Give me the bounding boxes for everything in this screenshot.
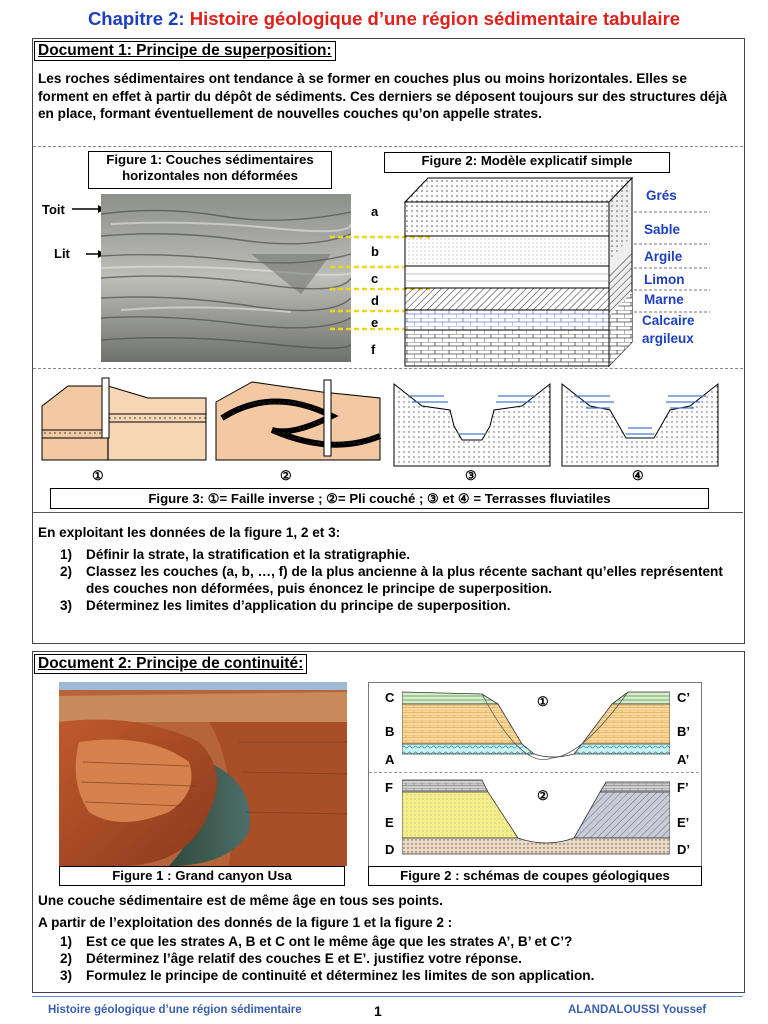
- rock-marne: Marne: [644, 292, 684, 307]
- doc2-fig2-caption: Figure 2 : schémas de coupes géologiques: [368, 866, 702, 886]
- section1-right-A: A’: [677, 752, 690, 767]
- section-1: [402, 690, 670, 768]
- question-text: Est ce que les strates A, B et C ont le même âge que les strates A’, B’ et C’?: [86, 934, 573, 949]
- rock-calcaire: Calcaire: [642, 313, 695, 328]
- section-2: [402, 778, 670, 860]
- fig1-caption-line1: Figure 1: Couches sédimentaires: [106, 152, 314, 167]
- question-item: [38, 563, 728, 597]
- fig3-number-4: ④: [632, 468, 644, 483]
- question-number: 3): [60, 598, 73, 613]
- question-item: [38, 597, 728, 614]
- section2-right-E: E’: [677, 815, 690, 830]
- layer-letter-a: a: [371, 204, 379, 219]
- block-model: [400, 174, 635, 368]
- question-number: 2): [60, 951, 73, 966]
- terrace-diagram-4: [560, 380, 720, 468]
- section2-left-E: E: [385, 815, 394, 830]
- section1-number: ①: [537, 694, 549, 709]
- doc1-heading: Document 1: Principe de superposition:: [34, 41, 336, 61]
- section1-right-C: C’: [677, 690, 690, 705]
- layer-letter-e: e: [371, 315, 379, 330]
- doc1-questions: [38, 546, 728, 614]
- lit-label: Lit: [54, 246, 70, 261]
- fig3-number-2: ②: [280, 468, 292, 483]
- divider: [33, 368, 743, 369]
- section1-right-B: B’: [677, 724, 690, 739]
- question-number: 2): [60, 564, 73, 579]
- divider: [369, 772, 699, 773]
- divider: [33, 146, 743, 147]
- doc1-intro: Les roches sédimentaires ont tendance à se former en couches plus ou moins horizontales. Elles se forment en effet à partir du dépôt de sédiments. Ces derniers se déposent toujours sur des structures déjà en place, formant éventuellement de nouvelles couches qu’on appelle strates.: [38, 71, 727, 121]
- question-number: 3): [60, 968, 73, 983]
- doc1-questions-intro: En exploitant les données de la figure 1, 2 et 3:: [38, 525, 341, 540]
- question-text: Classez les couches (a, b, …, f) de la plus ancienne à la plus récente sachant qu’elles représentent des couches non déformées, puis énoncez le principe de superposition.: [86, 564, 723, 596]
- footer-left: Histoire géologique d’une région sédimentaire: [48, 1004, 302, 1016]
- question-item: [38, 933, 738, 950]
- grand-canyon-photo: [59, 682, 347, 866]
- toit-label: Toit: [42, 202, 65, 217]
- question-text: Déterminez les limites d’application du principe de superposition.: [86, 598, 511, 613]
- fig2-caption: Figure 2: Modèle explicatif simple: [384, 152, 670, 173]
- question-text: Définir la strate, la stratification et la stratigraphie.: [86, 547, 411, 562]
- question-text: Déterminez l’âge relatif des couches E et E’. justifiez votre réponse.: [86, 951, 522, 966]
- doc2-questions-intro: A partir de l’exploitation des donnés de la figure 1 et la figure 2 :: [38, 915, 453, 930]
- layer-letter-c: c: [371, 271, 379, 286]
- layer-letter-f: f: [371, 342, 376, 357]
- section1-left-B: B: [385, 724, 395, 739]
- doc2-fig1-caption: Figure 1 : Grand canyon Usa: [59, 866, 345, 886]
- fig1-caption: [88, 151, 332, 189]
- strata-photo: [101, 194, 351, 362]
- fig3-number-1: ①: [92, 468, 104, 483]
- chapter-title: Histoire géologique d’une région sédimentaire tabulaire: [189, 8, 681, 29]
- rock-argileux: argileux: [642, 331, 694, 346]
- section2-right-D: D’: [677, 842, 690, 857]
- rock-argile: Argile: [644, 249, 683, 264]
- section2-number: ②: [537, 788, 549, 803]
- layer-letter-d: d: [371, 293, 379, 308]
- doc2-questions: [38, 933, 738, 984]
- question-number: 1): [60, 547, 73, 562]
- layer-letter-b: b: [371, 244, 379, 259]
- page-title: [0, 8, 768, 30]
- question-item: [38, 967, 738, 984]
- question-text: Formulez le principe de continuité et déterminez les limites de son application.: [86, 968, 595, 983]
- fig3-number-3: ③: [465, 468, 477, 483]
- doc2-heading: Document 2: Principe de continuité:: [34, 654, 307, 674]
- rock-gres: Grés: [646, 188, 677, 203]
- footer-right: ALANDALOUSSI Youssef: [568, 1004, 707, 1016]
- section1-left-C: C: [385, 690, 395, 705]
- terrace-diagram-3: [392, 380, 552, 468]
- section1-left-A: A: [385, 752, 395, 767]
- question-item: [38, 546, 728, 563]
- question-item: [38, 950, 738, 967]
- fig3-caption: Figure 3: ①= Faille inverse ; ②= Pli couché ; ③ et ④ = Terrasses fluviatiles: [50, 488, 709, 509]
- fig1-caption-line2: horizontales non déformées: [122, 168, 298, 183]
- question-number: 1): [60, 934, 73, 949]
- doc2-statement: Une couche sédimentaire est de même âge en tous ses points.: [38, 893, 443, 908]
- rock-sable: Sable: [644, 222, 681, 237]
- fold-diagram: [212, 376, 384, 466]
- section2-right-F: F’: [677, 780, 689, 795]
- divider: [33, 512, 743, 513]
- rock-limon: Limon: [644, 272, 685, 287]
- page-number: 1: [374, 1003, 382, 1019]
- fault-diagram: [38, 376, 210, 462]
- section2-left-F: F: [385, 780, 393, 795]
- chapter-label: Chapitre 2:: [87, 8, 185, 29]
- footer-rule: [32, 996, 743, 997]
- section2-left-D: D: [385, 842, 395, 857]
